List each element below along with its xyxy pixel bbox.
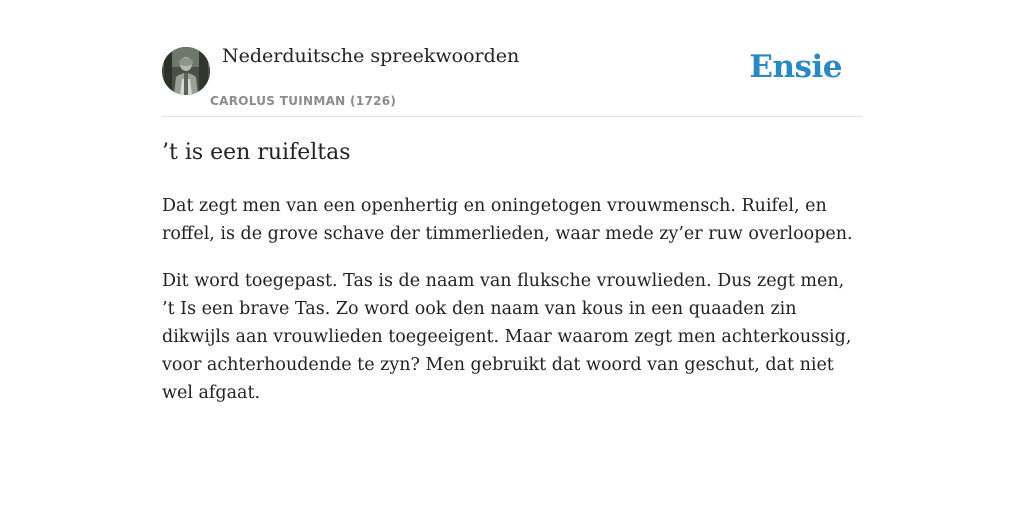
entry-title: ’t is een ruifeltas: [162, 140, 351, 165]
source-author[interactable]: CAROLUS TUINMAN (1726): [210, 94, 397, 108]
entry-paragraph: Dat zegt men van een openhertig en oningetogen vrouwmensch. Ruifel, en roffel, is de grove schave der timmerlieden, waar mede zy’er ruw overloopen.: [162, 196, 853, 244]
entry-paragraph: Dit word toegepast. Tas is de naam van fluksche vrouwlieden. Dus zegt men, ’t Is een brave Tas. Zo word ook den naam van kous in een quaaden zin dikwijls aan vrouwlieden toegeeigent. Maar waarom zegt men achterkoussig, voor achterhoudende te zyn? Men gebruikt dat woord van geschut, dat niet wel afgaat.: [162, 271, 852, 403]
ensie-logo[interactable]: Ensie: [749, 49, 842, 85]
author-portrait-icon[interactable]: [162, 47, 210, 95]
entry-header: [162, 0, 862, 117]
entry-body: [162, 192, 862, 426]
source-title[interactable]: Nederduitsche spreekwoorden: [222, 45, 520, 67]
entry-card: [162, 0, 862, 512]
